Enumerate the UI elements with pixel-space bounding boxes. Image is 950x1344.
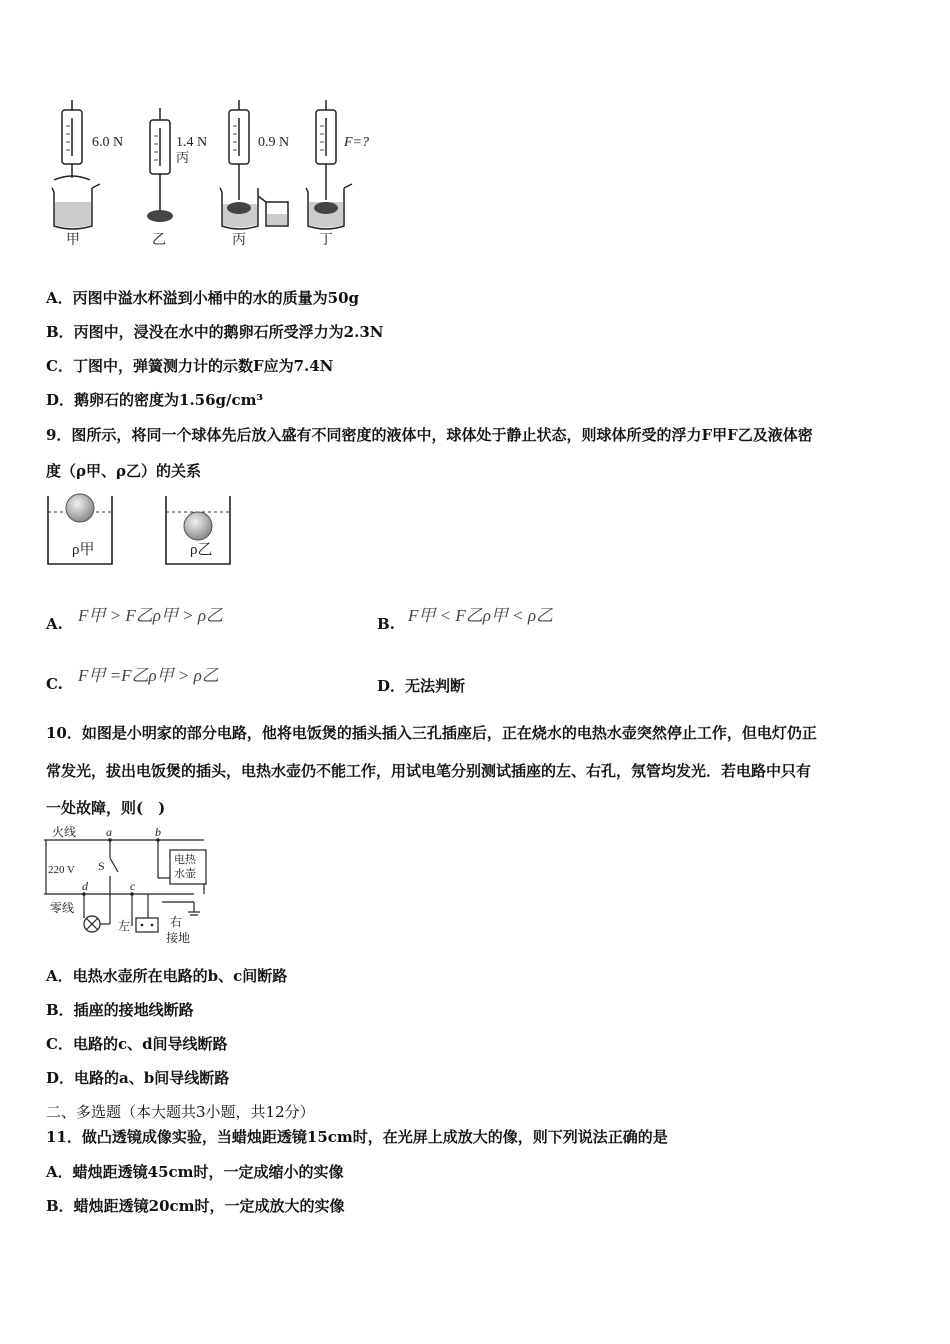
reading-ding: F=?	[344, 135, 369, 150]
label-voltage: 220 V	[48, 864, 75, 876]
label-live-wire: 火线	[52, 826, 77, 839]
q9-option-b-formula: F甲 < F乙ρ甲 < ρ乙	[408, 606, 554, 625]
caption-ding: 丁	[319, 233, 333, 248]
q10-option-d[interactable]: D．电路的a、b间导线断路	[46, 1069, 230, 1087]
q9-option-b-label[interactable]: B.	[377, 615, 395, 633]
label-neutral-wire: 零线	[50, 901, 75, 915]
label-socket-right: 右	[170, 915, 183, 929]
beaker-label-yi: ρ乙	[190, 542, 213, 558]
q10-option-a[interactable]: A．电热水壶所在电路的b、c间断路	[46, 967, 288, 985]
q9-option-a-formula: F甲 > F乙ρ甲 > ρ乙	[78, 606, 224, 625]
label-socket-left: 左	[118, 919, 131, 933]
q9-beaker-figure	[44, 490, 234, 570]
q11-option-a[interactable]: A．蜡烛距透镜45cm时，一定成缩小的实像	[46, 1163, 344, 1181]
q8-option-b[interactable]: B．丙图中，浸没在水中的鹅卵石所受浮力为2.3N	[46, 323, 384, 341]
label-ground: 接地	[166, 931, 191, 945]
kettle-label-line2: 水壶	[174, 868, 196, 880]
label-point-a: a	[106, 826, 112, 839]
reading-bing: 0.9 N	[258, 135, 290, 150]
kettle-label-line1: 电热	[174, 854, 196, 866]
reading-yi-inline-label: 丙	[176, 150, 190, 165]
label-point-b: b	[155, 826, 161, 839]
q9-stem-line1: 9．图所示，将同一个球体先后放入盛有不同密度的液体中，球体处于静止状态，则球体所受的浮力F甲F乙及液体密	[46, 426, 813, 444]
label-point-c: c	[130, 879, 136, 893]
label-point-d: d	[82, 879, 88, 893]
caption-bing: 丙	[232, 233, 246, 248]
caption-jia: 甲	[66, 233, 80, 248]
q9-option-c-label[interactable]: C.	[46, 675, 63, 693]
q10-stem-line2: 常发光，拔出电饭煲的插头，电热水壶仍不能工作，用试电笔分别测试插座的左、右孔，氖管均发光．若电路中只有	[46, 762, 812, 780]
spring-balance-figure	[44, 98, 394, 250]
q9-option-c-formula: F甲 =F乙ρ甲 > ρ乙	[78, 666, 219, 685]
reading-yi: 1.4 N	[176, 135, 208, 150]
q9-stem-line2: 度（ρ甲、ρ乙）的关系	[46, 462, 201, 480]
q9-option-a-label[interactable]: A.	[46, 615, 63, 633]
q10-circuit-diagram	[44, 826, 214, 948]
q10-option-c[interactable]: C．电路的c、d间导线断路	[46, 1035, 228, 1053]
beaker-label-jia: ρ甲	[72, 542, 95, 558]
q11-option-b[interactable]: B．蜡烛距透镜20cm时，一定成放大的实像	[46, 1197, 345, 1215]
q9-option-d[interactable]: D．无法判断	[377, 677, 466, 695]
q10-stem-line1: 10．如图是小明家的部分电路，他将电饭煲的插头插入三孔插座后，正在烧水的电热水壶突然停止工作，但电灯仍正	[46, 724, 817, 742]
caption-yi: 乙	[152, 233, 166, 248]
reading-jia: 6.0 N	[92, 135, 124, 150]
q8-option-a[interactable]: A．丙图中溢水杯溢到小桶中的水的质量为50g	[46, 289, 360, 307]
section-title: 二、多选题（本大题共3小题，共12分）	[46, 1103, 315, 1121]
q8-option-d[interactable]: D．鹅卵石的密度为1.56g/cm³	[46, 391, 264, 409]
q8-option-c[interactable]: C．丁图中，弹簧测力计的示数F应为7.4N	[46, 357, 334, 375]
q10-stem-line3: 一处故障，则( )	[46, 799, 166, 817]
q10-option-b[interactable]: B．插座的接地线断路	[46, 1001, 194, 1019]
q11-stem: 11．做凸透镜成像实验，当蜡烛距透镜15cm时，在光屏上成放大的像，则下列说法正确的是	[46, 1128, 668, 1146]
label-switch: S	[98, 859, 105, 873]
